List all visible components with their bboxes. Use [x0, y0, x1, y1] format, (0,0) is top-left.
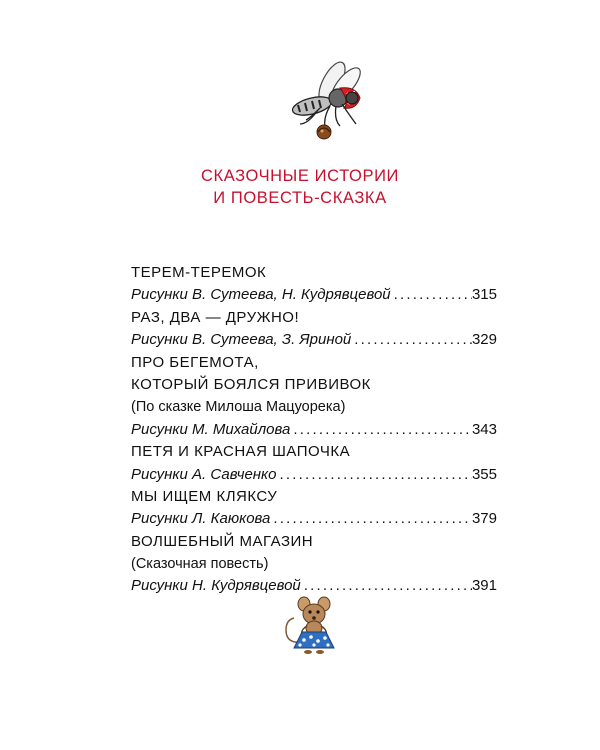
dot-leader: [270, 508, 472, 530]
toc-entry-note: (Сказочная повесть): [131, 556, 269, 573]
toc-entry: [131, 352, 497, 442]
dot-leader: [351, 329, 472, 351]
toc-entry: [131, 262, 497, 307]
dot-leader: [391, 284, 472, 306]
toc-entry-illustrator-line: [131, 575, 497, 597]
dot-leader: [290, 419, 472, 441]
toc-entry-note: (По сказке Милоша Мацуорека): [131, 399, 346, 416]
toc-entry-illustrator: Рисунки М. Михайлова: [131, 420, 291, 438]
toc-entry-title: ПРО БЕГЕМОТА,: [131, 353, 259, 371]
toc-entry-illustrator: Рисунки А. Савченко: [131, 465, 277, 483]
toc-entry-title-continued: КОТОРЫЙ БОЯЛСЯ ПРИВИВОК: [131, 375, 371, 393]
toc-entry-illustrator-line: [131, 464, 497, 486]
toc-entry-illustrator: Рисунки В. Сутеева, Н. Кудрявцевой: [131, 286, 391, 304]
toc-entry-illustrator: Рисунки Л. Каюкова: [131, 510, 271, 528]
toc-entry-page: 315: [471, 286, 497, 304]
toc-entry-page: 391: [471, 577, 497, 595]
dot-leader: [301, 575, 472, 597]
toc-entry: [131, 531, 497, 598]
heading-line-1: СКАЗОЧНЫЕ ИСТОРИИ: [200, 167, 400, 185]
toc-entry-illustrator-line: [131, 508, 497, 530]
heading-line-2: И ПОВЕСТЬ-СКАЗКА: [213, 189, 387, 207]
dot-leader: [276, 464, 471, 486]
mouse-illustration-icon: [280, 596, 350, 658]
toc-entry-page: 329: [471, 331, 497, 349]
section-heading: [0, 165, 600, 209]
toc-entry-page: 379: [471, 510, 497, 528]
toc-entry-illustrator-line: [131, 419, 497, 441]
toc-entry-title: ВОЛШЕБНЫЙ МАГАЗИН: [131, 532, 314, 550]
table-of-contents: [131, 262, 497, 598]
toc-entry-title: ПЕТЯ И КРАСНАЯ ШАПОЧКА: [131, 443, 351, 461]
toc-entry: [131, 486, 497, 531]
fly-illustration-icon: [270, 58, 380, 148]
toc-entry: [131, 307, 497, 352]
toc-entry-illustrator-line: [131, 329, 497, 351]
toc-entry-illustrator: Рисунки Н. Кудрявцевой: [131, 577, 301, 595]
toc-entry: [131, 441, 497, 486]
toc-entry-illustrator-line: [131, 284, 497, 306]
toc-entry-illustrator: Рисунки В. Сутеева, З. Яриной: [131, 331, 352, 349]
toc-entry-title: МЫ ИЩЕМ КЛЯКСУ: [131, 487, 278, 505]
toc-entry-title: РАЗ, ДВА — ДРУЖНО!: [131, 308, 300, 326]
toc-entry-title: ТЕРЕМ-ТЕРЕМОК: [131, 264, 267, 281]
toc-entry-page: 343: [471, 420, 497, 438]
toc-entry-page: 355: [471, 465, 497, 483]
